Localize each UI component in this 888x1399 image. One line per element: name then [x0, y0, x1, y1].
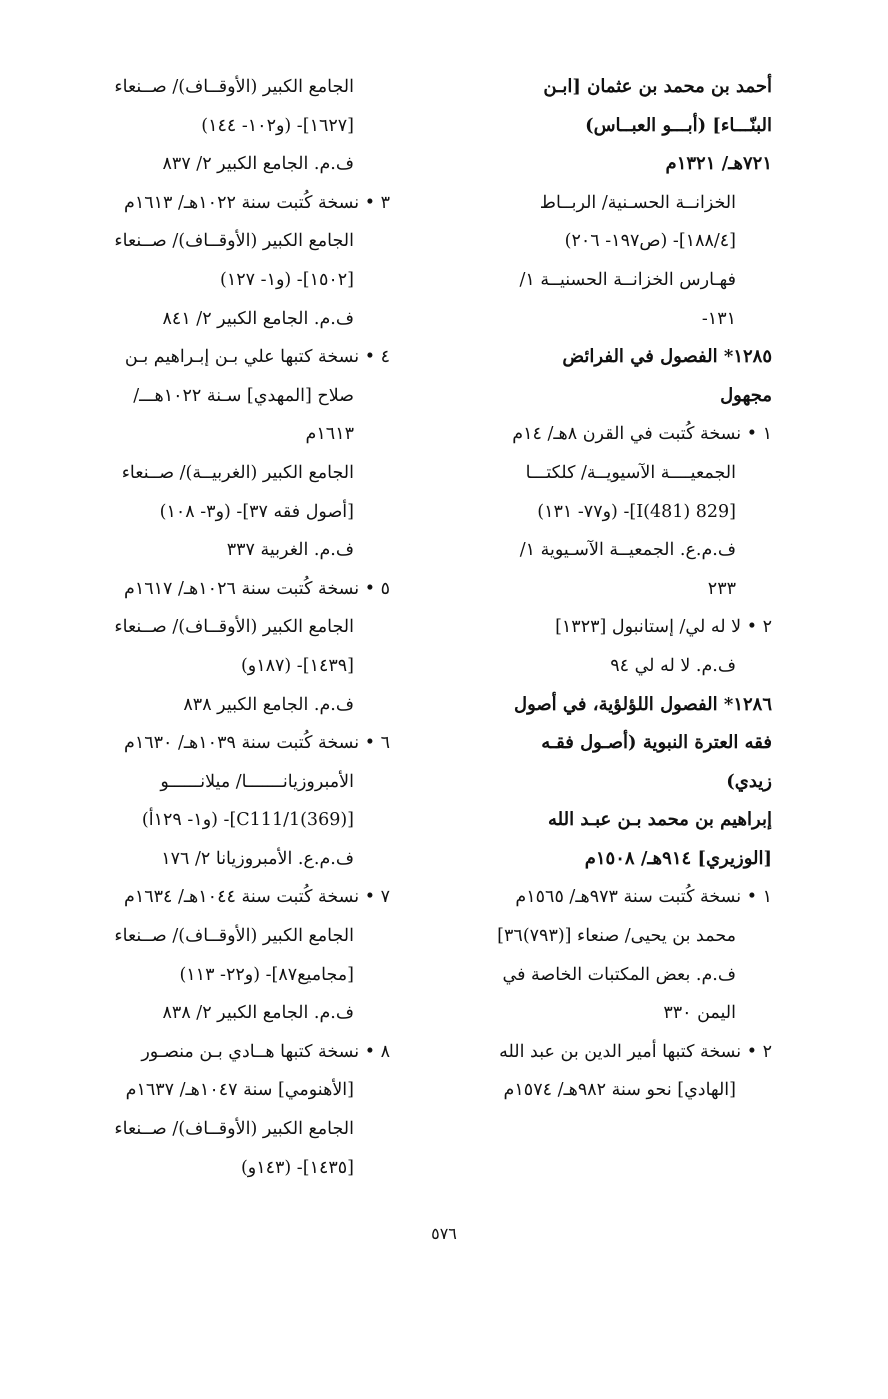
right-column-line: فقه العترة النبوية (أصـول فقـه	[541, 732, 772, 754]
left-column-line: الجامع الكبير (الأوقــاف)/ صــنعاء	[114, 231, 354, 252]
left-column-line: [الأهنومي] سنة ١٠٤٧هـ/ ١٦٣٧م	[125, 1080, 354, 1101]
right-column-line: ف.م. لا له لي ٩٤	[610, 655, 736, 676]
left-column-line: [١٤٣٥]- (١٤٣و)	[240, 1157, 354, 1178]
left-column-line: الجامع الكبير (الأوقــاف)/ صــنعاء	[114, 1119, 354, 1140]
right-column-line: ٢ • نسخة كتبها أمير الدين بن عبد الله	[499, 1041, 772, 1062]
left-column-line: ٣ • نسخة كُتبت سنة ١٠٢٢هـ/ ١٦١٣م	[124, 192, 390, 213]
left-column-line: ٦ • نسخة كُتبت سنة ١٠٣٩هـ/ ١٦٣٠م	[124, 733, 390, 754]
right-column-line: ف.م.ع. الجمعيــة الآسـيوية ١/	[519, 540, 736, 561]
left-column-line: [أصول فقه ٣٧]- (و٣- ١٠٨)	[159, 501, 354, 522]
left-column-line: ف.م. الجامع الكبير ٢/ ٨٣٧	[162, 154, 354, 175]
right-column-line: البنّـــاء] (أبـــو العبــاس)	[585, 114, 772, 136]
left-column-line: [١٥٠٢]- (و١- ١٢٧)	[220, 269, 354, 290]
left-column-line: الجامع الكبير (الأوقــاف)/ صــنعاء	[114, 926, 354, 947]
left-column-line: [C111/1(369)]- (و١- ١٢٩أ)	[141, 810, 354, 831]
right-column-line: ١ • نسخة كُتبت سنة ٩٧٣هـ/ ١٥٦٥م	[515, 887, 772, 908]
right-column-line: ١ • نسخة كُتبت في القرن ٨هـ/ ١٤م	[512, 424, 772, 445]
right-column-line: ٧٢١هـ/ ١٣٢١م	[665, 153, 772, 175]
right-column-line: [١٨٨/٤]- (ص١٩٧- ٢٠٦)	[564, 231, 736, 252]
right-column-line: الجمعيــــة الآسيويــة/ كلكتـــا	[525, 462, 736, 483]
left-column-line: ف.م. الجامع الكبير ٢/ ٨٤١	[162, 308, 354, 329]
left-column-line: ف.م.ع. الأمبروزيانا ٢/ ١٧٦	[161, 848, 354, 869]
right-column-line: أحمد بن محمد بن عثمان [ابـن	[543, 76, 772, 97]
right-column-line: [الهادي] نحو سنة ٩٨٢هـ/ ١٥٧٤م	[503, 1080, 736, 1101]
right-column	[432, 68, 772, 1110]
left-column-line: ف.م. الجامع الكبير ٢/ ٨٣٨	[162, 1003, 354, 1024]
left-column-line: ١٦١٣م	[305, 424, 354, 445]
right-column-line: زيدي)	[726, 770, 772, 792]
right-column-line: [829 I(481)]- (و٧٧- ١٣١)	[537, 501, 736, 522]
right-column-line: إبراهيم بن محمد بـن عبـد الله	[548, 809, 772, 831]
right-column-line: ١٢٨٥* الفصول في الفرائض	[562, 346, 772, 368]
right-column-line: ١٢٨٦* الفصول اللؤلؤية، في أصول	[514, 693, 772, 715]
page-number: ٥٧٦	[431, 1224, 457, 1243]
left-column-line: ٤ • نسخة كتبها علي بـن إبـراهيم بـن	[124, 347, 390, 368]
right-column-line: الخزانــة الحسـنية/ الربــاط	[539, 192, 736, 213]
left-column-line: صلاح [المهدي] سـنة ١٠٢٢هـــ/	[133, 385, 354, 406]
left-column-line: [١٦٢٧]- (و١٠٢- ١٤٤)	[201, 115, 354, 136]
left-column-line: [مجاميع٨٧]- (و٢٢- ١١٣)	[179, 964, 354, 985]
right-column-line: محمد بن يحيى/ صنعاء [(٧٩٣)٣٦]	[497, 926, 736, 947]
left-column-line: ٥ • نسخة كُتبت سنة ١٠٢٦هـ/ ١٦١٧م	[124, 578, 390, 599]
left-column-line: الجامع الكبير (الأوقــاف)/ صــنعاء	[114, 617, 354, 638]
left-column-line: الجامع الكبير (الغربيــة)/ صــنعاء	[121, 462, 354, 483]
right-column-line: ١٣١-	[701, 308, 736, 329]
right-column-line: ٢٣٣	[707, 578, 736, 599]
right-column-line: فهـارس الخزانــة الحسنيــة ١/	[519, 269, 736, 290]
left-column-line: الجامع الكبير (الأوقــاف)/ صــنعاء	[114, 77, 354, 97]
left-column-line: ٧ • نسخة كُتبت سنة ١٠٤٤هـ/ ١٦٣٤م	[124, 887, 390, 908]
left-column-line: ف.م. الجامع الكبير ٨٣٨	[183, 694, 354, 715]
left-column-line: ف.م. الغربية ٣٣٧	[226, 540, 354, 561]
left-column-line: الأمبروزيانـــــــا/ ميلانــــــو	[160, 771, 354, 792]
right-column-line: ف.م. بعض المكتبات الخاصة في	[502, 964, 736, 985]
right-column-line: [الوزيري] ٩١٤هـ/ ١٥٠٨م	[584, 847, 772, 869]
right-column-line: اليمن ٣٣٠	[663, 1003, 736, 1024]
left-column	[40, 68, 390, 1187]
right-column-line: ٢ • لا له لي/ إستانبول [١٣٢٣]	[555, 617, 772, 638]
right-column-line: مجهول	[720, 384, 772, 406]
left-column-line: [١٤٣٩]- (١٨٧و)	[240, 655, 354, 676]
left-column-line: ٨ • نسخة كتبها هــادي بـن منصـور	[141, 1041, 390, 1062]
